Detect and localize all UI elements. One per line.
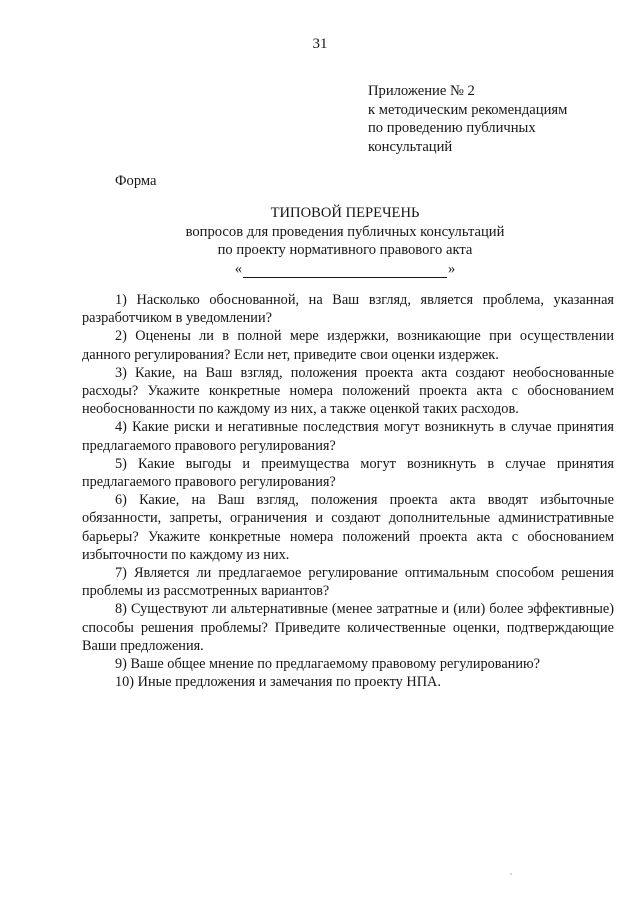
blank-line (243, 265, 447, 278)
document-title (140, 204, 550, 278)
question-item: 2) Оценены ли в полной мере издержки, возникающие при осуществлении данного регулирования? Если нет, приведите свои оценки издержек. (82, 328, 614, 363)
quote-open: « (234, 260, 242, 277)
question-item: 8) Существуют ли альтернативные (менее затратные и (или) более эффективные) способы решения проблемы? Приведите количественные оценки, подтверждающие Ваши предложения. (82, 601, 614, 654)
scan-speck (510, 873, 512, 875)
appendix-line: по проведению публичных (368, 120, 536, 136)
question-item: 4) Какие риски и негативные последствия могут возникнуть в случае принятия предлагаемого правового регулирования? (82, 419, 614, 454)
title-heading: ТИПОВОЙ ПЕРЕЧЕНЬ (270, 205, 420, 221)
appendix-line: к методическим рекомендациям (368, 101, 568, 118)
title-subline: по проекту нормативного правового акта (217, 242, 473, 258)
question-item: 10) Иные предложения и замечания по проекту НПА. (115, 674, 441, 691)
form-label: Форма (115, 173, 157, 189)
question-item: 5) Какие выгоды и преимущества могут возникнуть в случае принятия предлагаемого правового регулирования? (82, 455, 614, 491)
page-number: 31 (312, 36, 328, 52)
question-item: 6) Какие, на Ваш взгляд, положения проекта акта вводят избыточные обязанности, запреты, ограничения и создают дополнительные административные барьеры? Укажите конкретные номера положений проекта акта с обоснованием избыточности по каждому из них. (82, 492, 614, 563)
question-item: 1) Насколько обоснованной, на Ваш взгляд, является проблема, указанная разработчиком в уведомлении? (82, 292, 614, 327)
appendix-line: Приложение № 2 (368, 83, 475, 99)
appendix-note (368, 82, 618, 156)
question-item: 9) Ваше общее мнение по предлагаемому правовому регулированию? (115, 656, 541, 673)
question-item: 3) Какие, на Ваш взгляд, положения проекта акта создают необоснованные расходы? Укажите конкретные номера положений проекта акта с обоснованием необоснованности по каждому из них, а также оценкой таких расходов. (82, 364, 614, 418)
act-name-placeholder (140, 260, 550, 279)
appendix-line: консультаций (368, 138, 453, 155)
quote-close: » (448, 260, 456, 277)
question-item: 7) Является ли предлагаемое регулирование оптимальным способом решения проблемы из рассмотренных вариантов? (82, 565, 614, 600)
title-subline: вопросов для проведения публичных консультаций (185, 223, 505, 240)
questions-list (82, 291, 614, 691)
